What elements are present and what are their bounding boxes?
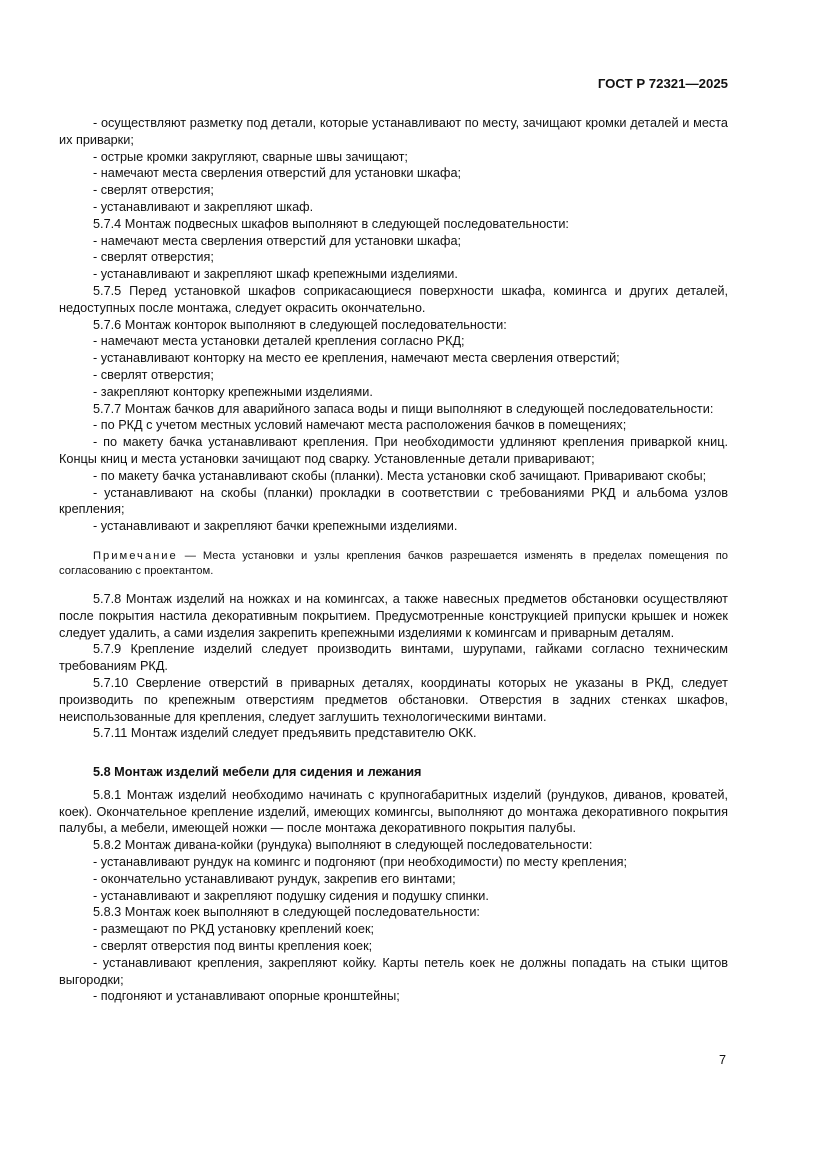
paragraph-group — [59, 591, 728, 742]
paragraph: 5.7.4 Монтаж подвесных шкафов выполняют в следующей последовательности: — [93, 216, 569, 231]
page-number: 7 — [718, 1053, 726, 1067]
paragraph: - острые кромки закругляют, сварные швы зачищают; — [93, 149, 408, 164]
paragraph: - по макету бачка устанавливают скобы (планки). Места установки скоб зачищают. Приваривают скобы; — [93, 468, 707, 483]
paragraph: - устанавливают рундук на комингс и подгоняют (при необходимости) по месту крепления; — [93, 855, 628, 870]
paragraph: 5.7.5 Перед установкой шкафов соприкасающиеся поверхности шкафа, комингса и других деталей, недоступных после монтажа, следует окрасить окончательно. — [59, 283, 728, 315]
note-label: Примечание — [93, 549, 178, 562]
paragraph: 5.7.9 Крепление изделий следует производить винтами, шурупами, гайками согласно техническим требованиям РКД. — [59, 642, 728, 674]
paragraph: - осуществляют разметку под детали, которые устанавливают по месту, зачищают кромки деталей и места их приварки; — [59, 116, 728, 147]
paragraph: - устанавливают на скобы (планки) прокладки в соответствии с требованиями РКД и альбома узлов крепления; — [59, 485, 728, 517]
paragraph: 5.7.7 Монтаж бачков для аварийного запаса воды и пищи выполняют в следующей последовательности: — [93, 401, 714, 416]
note-text: — Места установки и узлы крепления бачков разрешается изменять в пределах помещения по согласованию с проектантом. — [59, 549, 728, 577]
paragraph: - намечают места установки деталей крепления согласно РКД; — [93, 334, 465, 349]
paragraph: - сверлят отверстия; — [93, 250, 214, 265]
paragraph: - сверлят отверстия под винты крепления коек; — [93, 939, 373, 954]
paragraph: - устанавливают крепления, закрепляют койку. Карты петель коек не должны попадать на стыки щитов выгородки; — [59, 955, 728, 987]
paragraph: 5.8.3 Монтаж коек выполняют в следующей последовательности: — [93, 905, 480, 920]
paragraph-group — [59, 115, 728, 535]
paragraph: 5.8.1 Монтаж изделий необходимо начинать с крупногабаритных изделий (рундуков, диванов, кроватей, коек). Окончательное крепление изделий, имеющих комингсы, выполняют до монтажа декоративного покрытия палубы, а мебели, имеющей ножки — после монтажа декоративного покрытия палубы. — [59, 787, 728, 836]
paragraph: - устанавливают конторку на место ее крепления, намечают места сверления отверстий; — [93, 351, 620, 366]
paragraph: 5.7.10 Сверление отверстий в приварных деталях, координаты которых не указаны в РКД, следует производить по крепежным отверстиям предметов обстановки. Отверстия в задних стенках шкафов, неиспользованные для крепления, следует заглушить технологическими винтами. — [59, 675, 728, 724]
paragraph: - окончательно устанавливают рундук, закрепив его винтами; — [93, 871, 456, 886]
paragraph: - намечают места сверления отверстий для установки шкафа; — [93, 233, 462, 248]
paragraph: - подгоняют и устанавливают опорные кронштейны; — [93, 989, 400, 1004]
paragraph-group — [59, 787, 728, 1005]
paragraph: - сверлят отверстия; — [93, 367, 214, 382]
paragraph: - устанавливают и закрепляют бачки крепежными изделиями. — [93, 519, 458, 534]
paragraph: - размещают по РКД установку креплений коек; — [93, 922, 375, 937]
paragraph: - по макету бачка устанавливают крепления. При необходимости удлиняют крепления приваркой книц. Концы книц и места установки зачищают под сварку. Установленные детали приваривают; — [59, 435, 728, 466]
paragraph: - намечают места сверления отверстий для установки шкафа; — [93, 166, 462, 181]
note-block — [59, 549, 728, 579]
section-heading: 5.8 Монтаж изделий мебели для сидения и лежания — [93, 765, 422, 780]
paragraph: 5.7.11 Монтаж изделий следует предъявить представителю ОКК. — [93, 726, 477, 741]
paragraph: 5.8.2 Монтаж дивана-койки (рундука) выполняют в следующей последовательности: — [93, 838, 593, 853]
paragraph: 5.7.8 Монтаж изделий на ножках и на комингсах, а также навесных предметов обстановки осуществляют после покрытия настила декоративным покрытием. Предусмотренные конструкцией припуски крышек и ножек следует удалить, а сами изделия закрепить крепежными изделиями к комингсам и приварным деталям. — [59, 591, 728, 640]
paragraph: - устанавливают и закрепляют шкаф крепежными изделиями. — [93, 267, 458, 282]
paragraph: - устанавливают и закрепляют шкаф. — [93, 199, 314, 214]
paragraph: - по РКД с учетом местных условий намечают места расположения бачков в помещениях; — [93, 418, 627, 433]
document-body — [59, 115, 728, 1005]
paragraph: - устанавливают и закрепляют подушку сидения и подушку спинки. — [93, 888, 489, 903]
document-header: ГОСТ Р 72321—2025 — [597, 76, 728, 91]
paragraph: 5.7.6 Монтаж конторок выполняют в следующей последовательности: — [93, 317, 507, 332]
paragraph: - закрепляют конторку крепежными изделиями. — [93, 384, 373, 399]
paragraph: - сверлят отверстия; — [93, 183, 214, 198]
